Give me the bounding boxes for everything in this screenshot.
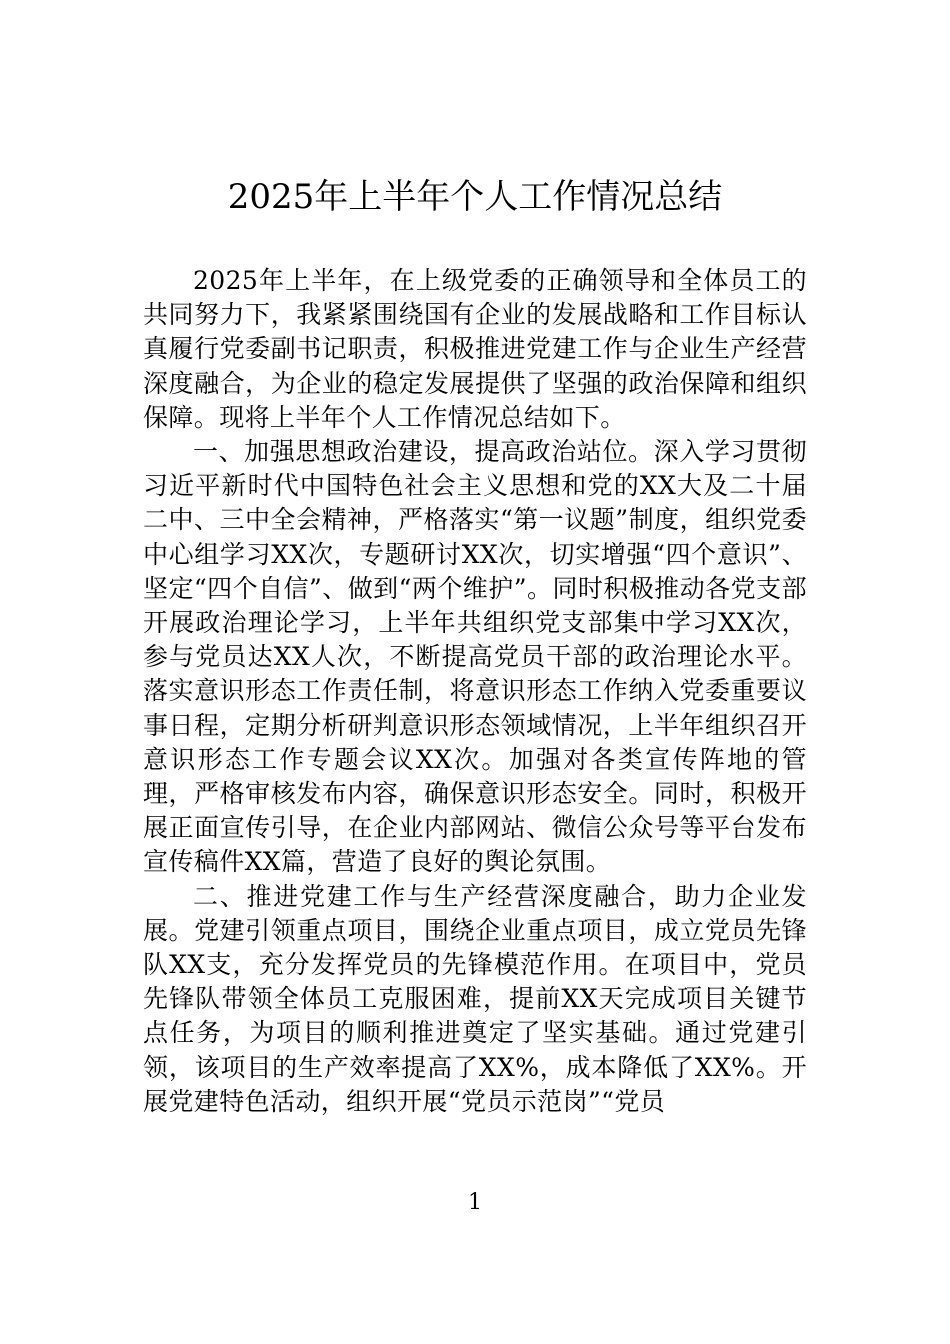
paragraph-text: 2025年上半年，在上级党委的正确领导和全体员工的共同努力下，我紧紧围绕国有企业的发展战略和工作目标认真履行党委副书记职责，积极推进党建工作与企业生产经营深度融合，为企业的稳定发展提供了坚强的政治保障和组织保障。现将上半年个人工作情况总结如下。 — [143, 266, 807, 432]
document-title: 2025年上半年个人工作情况总结 — [227, 177, 723, 217]
paragraph-text: 深入学习贯彻习近平新时代中国特色社会主义思想和党的XX大及二十届二中、三中全会精神，严格落实“第一议题”制度，组织党委中心组学习XX次，专题研讨XX次，切实增强“四个意识”、坚定“四个自信”、做到“两个维护”。同时积极推动各党支部开展政治理论学习，上半年共组织党支部集中学习XX次，参与党员达XX人次，不断提高党员干部的政治理论水平。落实意识形态工作责任制，将意识形态工作纳入党委重要议事日程，定期分析研判意识形态领域情况，上半年组织召开意识形态工作专题会议XX次。加强对各类宣传阵地的管理，严格审核发布内容，确保意识形态安全。同时，积极开展正面宣传引导，在企业内部网站、微信公众号等平台发布宣传稿件XX篇，营造了良好的舆论氛围。 — [143, 437, 807, 877]
paragraph-heading: 一、加强思想政治建设，提高政治站位。 — [193, 437, 654, 467]
paragraph-section-2 — [143, 880, 807, 1119]
page-number: 1 — [468, 1190, 482, 1215]
paragraph-intro — [143, 264, 807, 435]
paragraph-section-1 — [143, 435, 807, 880]
paragraph-heading: 二、推进党建工作与生产经营深度融合，助力企业发展。 — [143, 881, 807, 945]
document-body — [143, 264, 807, 1119]
paragraph-text: 党建引领重点项目，围绕企业重点项目，成立党员先锋队XX支，充分发挥党员的先锋模范作用。在项目中，党员先锋队带领全体员工克服困难，提前XX天完成项目关键节点任务，为项目的顺利推进奠定了坚实基础。通过党建引领，该项目的生产效率提高了XX%，成本降低了XX%。开展党建特色活动，组织开展“党员示范岗”“党员 — [143, 915, 807, 1116]
